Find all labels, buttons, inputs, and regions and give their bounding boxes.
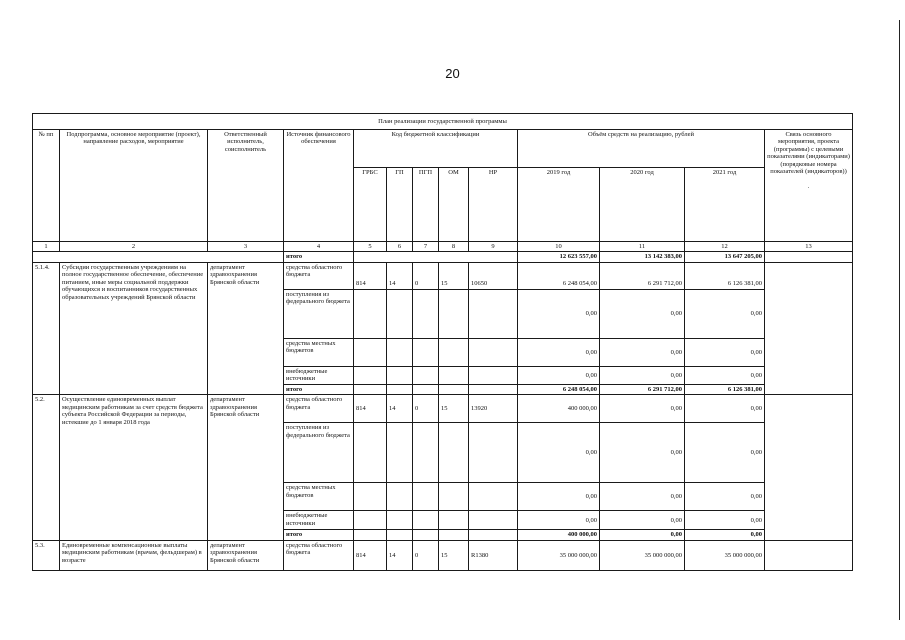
row-2019: 400 000,00: [518, 395, 600, 423]
row-source: поступления из федерального бюджета: [284, 289, 354, 338]
column-number: 5: [354, 242, 387, 252]
total-2021: 6 126 381,00: [685, 384, 765, 394]
total-label: итого: [284, 384, 354, 394]
row-nr: 10650: [469, 262, 518, 289]
row-2019: 0,00: [518, 511, 600, 530]
row-gp: 14: [387, 395, 413, 423]
row-2019: 0,00: [518, 338, 600, 366]
row-2020: 0,00: [600, 289, 685, 338]
row-name: Осуществление единовременных выплат медицинским работникам за счет средств бюджета субъекта Российской Федерации за периоды, истекшие до 1 января 2018 года: [60, 395, 208, 540]
total-2019: 400 000,00: [518, 530, 600, 540]
header-source: Источник финансового обеспечения: [284, 130, 354, 242]
table-row: [33, 540, 853, 570]
row-name: Единовременные компенсационные выплаты медицинским работникам (врачам, фельдшерам) в возрасте: [60, 540, 208, 570]
row-name: Субсидии государственным учреждениям на полное государственное обеспечение, обеспечение питанием, иные меры социальной поддержки обучающихся и воспитанников государственных образовательных учреждений Брянской области: [60, 262, 208, 394]
row-2019: 35 000 000,00: [518, 540, 600, 570]
total-label: итого: [284, 530, 354, 540]
total-2019: 6 248 054,00: [518, 384, 600, 394]
row-om: 15: [439, 262, 469, 289]
total-2021: 13 647 205,00: [685, 252, 765, 262]
row-2020: 35 000 000,00: [600, 540, 685, 570]
row-grbs: 814: [354, 262, 387, 289]
header-volume: Объём средств на реализацию, рублей: [518, 130, 765, 168]
row-2021: 35 000 000,00: [685, 540, 765, 570]
column-number: 9: [469, 242, 518, 252]
header-2019: 2019 год: [518, 168, 600, 242]
column-number: 1: [33, 242, 60, 252]
row-2019: 6 248 054,00: [518, 262, 600, 289]
row-number: 5.1.4.: [33, 262, 60, 394]
header-grbs: ГРБС: [354, 168, 387, 242]
row-number: 5.2.: [33, 395, 60, 540]
table-row: [33, 262, 853, 289]
header-om: ОМ: [439, 168, 469, 242]
row-2019: 0,00: [518, 289, 600, 338]
total-label: итого: [284, 252, 354, 262]
header-budget-code: Код бюджетной классификации: [354, 130, 518, 168]
row-2020: 6 291 712,00: [600, 262, 685, 289]
row-number: 5.3.: [33, 540, 60, 570]
plan-table: [32, 113, 853, 571]
row-executor: департамент здравоохранения Брянской области: [208, 540, 284, 570]
column-number: 11: [600, 242, 685, 252]
row-source: внебюджетные источники: [284, 511, 354, 530]
header-gp: ГП: [387, 168, 413, 242]
total-row: [33, 252, 853, 262]
row-2020: 0,00: [600, 483, 685, 511]
row-2021: 0,00: [685, 423, 765, 483]
total-2020: 0,00: [600, 530, 685, 540]
row-om: 15: [439, 395, 469, 423]
column-number: 13: [765, 242, 853, 252]
row-nr: 13920: [469, 395, 518, 423]
row-2021: 0,00: [685, 511, 765, 530]
row-2021: 0,00: [685, 338, 765, 366]
column-number: 10: [518, 242, 600, 252]
total-2019: 12 623 557,00: [518, 252, 600, 262]
row-source: средства областного бюджета: [284, 540, 354, 570]
row-source: средства местных бюджетов: [284, 338, 354, 366]
column-number: 6: [387, 242, 413, 252]
row-executor: департамент здравоохранения Брянской области: [208, 262, 284, 394]
header-2021: 2021 год: [685, 168, 765, 242]
row-2020: 0,00: [600, 423, 685, 483]
row-2019: 0,00: [518, 366, 600, 384]
table-title: План реализации государственной программы: [33, 114, 853, 130]
row-2019: 0,00: [518, 483, 600, 511]
column-number: 4: [284, 242, 354, 252]
row-2021: 0,00: [685, 366, 765, 384]
header-executor: Ответственный исполнитель, соисполнитель: [208, 130, 284, 242]
row-nr: R1380: [469, 540, 518, 570]
header-num: № пп: [33, 130, 60, 242]
column-number: 7: [413, 242, 439, 252]
row-gp: 14: [387, 262, 413, 289]
page-edge-line: [899, 20, 900, 620]
table-row: [33, 395, 853, 423]
column-number: 8: [439, 242, 469, 252]
total-2021: 0,00: [685, 530, 765, 540]
row-pgp: 0: [413, 395, 439, 423]
total-2020: 6 291 712,00: [600, 384, 685, 394]
page-number: 20: [445, 66, 460, 81]
header-name: Подпрограмма, основное мероприятие (проект), направление расходов, мероприятие: [60, 130, 208, 242]
row-source: средства местных бюджетов: [284, 483, 354, 511]
header-2020: 2020 год: [600, 168, 685, 242]
total-2020: 13 142 383,00: [600, 252, 685, 262]
column-number-row: [33, 242, 853, 252]
row-2020: 0,00: [600, 338, 685, 366]
column-number: 3: [208, 242, 284, 252]
row-2021: 0,00: [685, 289, 765, 338]
row-source: средства областного бюджета: [284, 262, 354, 289]
row-om: 15: [439, 540, 469, 570]
row-2021: 0,00: [685, 395, 765, 423]
row-source: средства областного бюджета: [284, 395, 354, 423]
row-grbs: 814: [354, 395, 387, 423]
row-2020: 0,00: [600, 511, 685, 530]
header-nr: НР: [469, 168, 518, 242]
row-2020: 0,00: [600, 395, 685, 423]
row-2020: 0,00: [600, 366, 685, 384]
row-2019: 0,00: [518, 423, 600, 483]
row-2021: 6 126 381,00: [685, 262, 765, 289]
row-gp: 14: [387, 540, 413, 570]
row-2021: 0,00: [685, 483, 765, 511]
header-pgp: ПГП: [413, 168, 439, 242]
header-link: Связь основного мероприятия, проекта (программы) с целевыми показателями (индикаторами) (порядковые номера показателей (индикаторов)) .: [765, 130, 853, 242]
column-number: 2: [60, 242, 208, 252]
row-source: поступления из федерального бюджета: [284, 423, 354, 483]
row-grbs: 814: [354, 540, 387, 570]
row-pgp: 0: [413, 262, 439, 289]
column-number: 12: [685, 242, 765, 252]
row-executor: департамент здравоохранения Брянской области: [208, 395, 284, 540]
row-source: внебюджетные источники: [284, 366, 354, 384]
row-pgp: 0: [413, 540, 439, 570]
